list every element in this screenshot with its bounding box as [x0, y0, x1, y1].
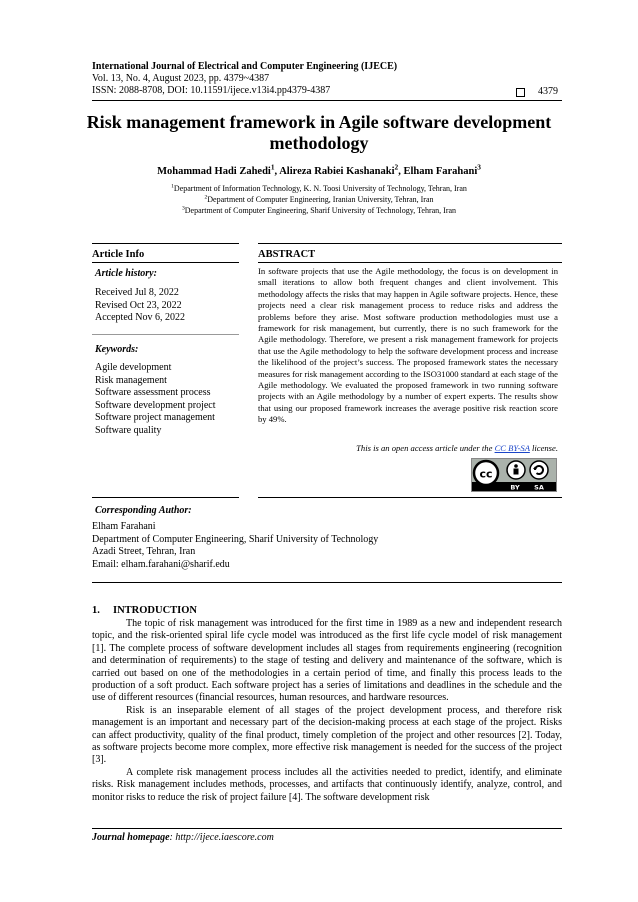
affiliation-text: Department of Information Technology, K. N. Toosi University of Technology, Tehran, Iran: [173, 184, 467, 193]
keyword: Risk management: [95, 374, 167, 386]
cc-by-sa-badge[interactable]: [471, 458, 557, 492]
affiliation-number: 3: [181, 205, 185, 212]
author-name: Mohammad Hadi Zahedi: [157, 166, 271, 177]
keyword: Software quality: [95, 424, 162, 436]
keyword: Software project management: [95, 412, 215, 423]
abstract-top-rule: [258, 243, 562, 244]
author-affil-mark: 2: [394, 162, 399, 172]
corresponding-address: Azadi Street, Tehran, Iran: [92, 546, 196, 557]
affiliation: [80, 183, 558, 194]
journal-header: [92, 61, 562, 97]
cc-badge-graphic: [472, 459, 556, 491]
volume-info: Vol. 13, No. 4, August 2023, pp. 4379~4387: [92, 73, 270, 84]
author-affil-mark: 1: [270, 162, 275, 172]
license-prefix: This is an open access article under the: [356, 443, 495, 453]
paper-title: Risk management framework in Agile software development methodology: [86, 112, 552, 153]
abstract-heading: ABSTRACT: [258, 249, 316, 260]
corresponding-dept: Department of Computer Engineering, Sharif University of Technology: [92, 533, 379, 545]
author-affil-mark: 3: [477, 162, 481, 172]
homepage-url[interactable]: : http://ijece.iaescore.com: [169, 832, 274, 843]
affiliation-text: Department of Computer Engineering, Iranian University, Tehran, Iran: [207, 195, 434, 204]
sa-label: SA: [534, 483, 544, 491]
author-name: Alireza Rabiei Kashanaki: [279, 166, 395, 177]
homepage-label: Journal homepage: [92, 832, 170, 843]
paragraph: The topic of risk management was introduced for the first time in 1989 as a new and independent research topic, and the risk-oriented spiral life cycle model was introduced as the first life cycle model of risk management [1]. The complete process of software development includes all stages from requirements engineering (recognition and determination of requirements) to the stage of testing and delivery and maintenance of the software, which is carried out based on one of the methodologies in a certain period of time, and finally this process leads to the production of a soft product. Each software project has a series of limitations and deadlines in the schedule and the use of different resources (financial resources, human resources, and hardware resources.: [92, 618, 562, 704]
affiliation-text: Department of Computer Engineering, Sharif University of Technology, Tehran, Iran: [184, 206, 457, 215]
paragraph: A complete risk management process includes all the activities needed to predict, identify, and eliminate risks. Risk management includes methods, processes, and artifacts that continuously identify, analyze, control, and monitor risks to reduce the risk of project failure [4]. The software development risk: [92, 766, 562, 803]
article-info-heading: Article Info: [92, 249, 145, 260]
article-info-sub-rule: [92, 262, 239, 263]
author-name: Elham Farahani: [403, 166, 478, 177]
keyword: Agile development: [95, 362, 172, 373]
keywords-label: Keywords:: [95, 344, 139, 355]
article-history-label: Article history:: [95, 268, 157, 279]
abstract-text: In software projects that use the Agile methodology, the focus is on development in small iterations to allow both frequent changes and client involvement. This methodology affects the risks that may happen in Agile software projects. Hence, these projects need a clear risk management process to reduce risks and address the problems before they arise. Most software production methodologies must use a framework for risk management, but currently, there is no such framework for the Agile methodology. Therefore, we present a risk management framework for projects that use the Agile methodology to help the software development process and increase the likelihood of the project’s success. The proposed framework states the necessary measures for risk management according to the ISO31000 standard at each stage of the Agile methodology. We evaluated the proposed framework in two running software projects with an Agile methodology by a number of expert experts. The results show that using our proposed framework increases the average positive risk reaction score by 49%.: [258, 266, 558, 425]
keyword: Software assessment process: [95, 387, 211, 398]
license-link[interactable]: CC BY-SA: [494, 443, 530, 453]
affiliation-number: 2: [204, 194, 208, 201]
sa-share-icon: [530, 461, 548, 479]
keywords-list: [95, 362, 216, 437]
license-line: [258, 443, 558, 453]
affiliations: [80, 183, 558, 216]
abstract-sub-rule: [258, 262, 562, 263]
paragraph: Risk is an inseparable element of all stages of the project development process, and therefore risk management is an important and necessary part of the decision-making process at each stage of the project. Risks can affect productivity, quality of the final product, timely completion of the project and other resources [2]. Today, as software projects become more complex, more effective risk management is needed for the success of the project [3].: [92, 704, 562, 766]
corresponding-email[interactable]: Email: elham.farahani@sharif.edu: [92, 558, 230, 570]
square-icon: [516, 88, 525, 97]
history-item: Received Jul 8, 2022: [95, 287, 179, 298]
author-list: Mohammad Hadi Zahedi$^1$, Alireza Rabiei Kashanaki$^2$, Elham Farahani$^3$: [157, 162, 481, 177]
history-item: Accepted Nov 6, 2022: [95, 312, 185, 323]
by-label: BY: [510, 483, 520, 491]
article-history: [95, 287, 185, 325]
article-info-top-rule: [92, 243, 239, 244]
corresponding-author: [92, 521, 562, 571]
journal-homepage: [92, 832, 274, 843]
article-info-bottom-rule: [92, 497, 239, 498]
affiliation-number: 1: [171, 183, 174, 190]
journal-name: International Journal of Electrical and Computer Engineering (IJECE): [92, 61, 398, 72]
cc-icon-text: cc: [479, 467, 493, 481]
keyword: Software development project: [95, 399, 216, 411]
license-suffix: license.: [529, 443, 558, 453]
section-title: INTRODUCTION: [113, 605, 198, 616]
history-item: Revised Oct 23, 2022: [95, 299, 182, 311]
corresponding-name: Elham Farahani: [92, 521, 156, 532]
affiliation: [80, 194, 558, 205]
section-number: 1.: [92, 605, 100, 616]
abstract-bottom-rule: [258, 497, 562, 498]
footer-rule: [92, 828, 562, 829]
header-rule: [92, 100, 562, 101]
page-number: 4379: [538, 86, 558, 97]
section-heading-introduction: [92, 605, 197, 616]
affiliation: [80, 205, 558, 216]
introduction-body: [92, 618, 562, 804]
keywords-rule: [92, 334, 239, 335]
issn-doi: ISSN: 2088-8708, DOI: 10.11591/ijece.v13i4.pp4379-4387: [92, 85, 331, 96]
corresponding-label: Corresponding Author:: [95, 505, 192, 516]
corresponding-bottom-rule: [92, 582, 562, 583]
